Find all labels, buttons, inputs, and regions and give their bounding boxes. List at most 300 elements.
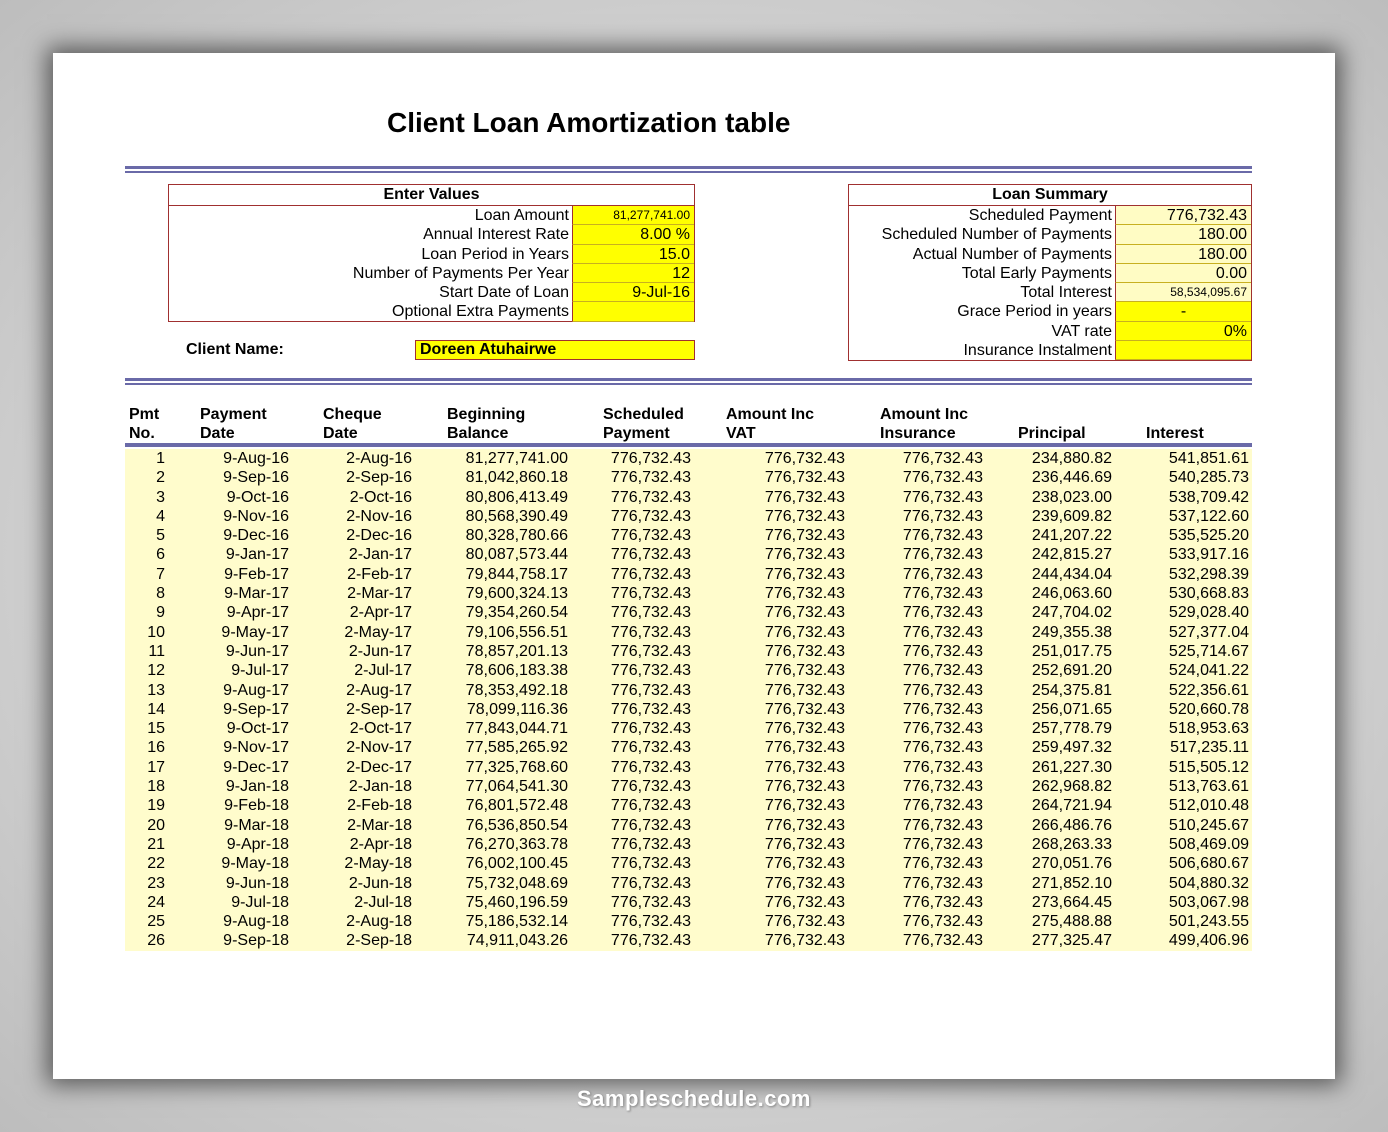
table-cell: 2-Aug-17: [346, 681, 412, 699]
table-cell: 527,377.04: [1168, 623, 1249, 641]
table-cell: 525,714.67: [1168, 642, 1249, 660]
table-cell: 2-Mar-17: [347, 585, 412, 603]
summary-label: VAT rate: [1051, 322, 1112, 340]
column-header-line1: Beginning: [447, 406, 526, 423]
table-cell: 776,732.43: [902, 913, 983, 931]
table-cell: 76,801,572.48: [465, 797, 568, 815]
table-cell: 18: [147, 778, 165, 796]
summary-label: Scheduled Payment: [968, 207, 1112, 224]
table-cell: 529,028.40: [1168, 604, 1249, 622]
table-cell: 776,732.43: [610, 642, 691, 660]
input-value-cell[interactable]: 81,277,741.00: [572, 206, 694, 225]
table-cell: 13: [147, 681, 165, 699]
input-row: [169, 283, 694, 302]
table-cell: 540,285.73: [1168, 469, 1249, 487]
table-cell: 2-Mar-18: [347, 816, 412, 834]
table-cell: 9-Aug-16: [223, 450, 289, 467]
table-cell: 776,732.43: [902, 778, 983, 796]
table-cell: 9-Jan-17: [225, 546, 289, 564]
table-cell: 537,122.60: [1168, 507, 1249, 525]
table-cell: 77,064,541.30: [465, 778, 568, 796]
summary-label: Insurance Instalment: [963, 342, 1112, 360]
table-cell: 2-Jun-17: [348, 642, 412, 660]
table-cell: 239,609.82: [1031, 507, 1112, 525]
table-cell: 259,497.32: [1031, 739, 1112, 757]
table-row: [125, 661, 1252, 680]
table-cell: 541,851.61: [1168, 450, 1249, 467]
table-cell: 776,732.43: [902, 623, 983, 641]
table-row: [125, 854, 1252, 873]
summary-label: Grace Period in years: [957, 303, 1112, 321]
table-cell: 2-Oct-17: [349, 720, 412, 738]
table-cell: 9-Aug-17: [223, 681, 289, 699]
table-cell: 24: [147, 893, 165, 911]
table-cell: 776,732.43: [610, 469, 691, 487]
table-cell: 9-Sep-18: [223, 932, 289, 950]
table-cell: 10: [147, 623, 165, 641]
table-cell: 3: [156, 488, 165, 506]
input-row: [169, 302, 694, 321]
summary-row: [849, 322, 1251, 341]
table-cell: 2-Aug-16: [346, 450, 412, 467]
table-cell: 776,732.43: [902, 488, 983, 506]
table-row: [125, 700, 1252, 719]
table-cell: 21: [147, 835, 165, 853]
table-cell: 776,732.43: [902, 797, 983, 815]
table-cell: 2-Jul-17: [354, 662, 412, 680]
table-cell: 9-Apr-17: [226, 604, 289, 622]
table-cell: 2-Jun-18: [348, 874, 412, 892]
table-cell: 75,732,048.69: [465, 874, 568, 892]
input-label: Loan Period in Years: [421, 245, 569, 263]
input-row: [169, 245, 694, 264]
loan-summary-panel: [848, 184, 1252, 361]
table-cell: 76,002,100.45: [465, 855, 568, 873]
table-cell: 78,099,116.36: [466, 700, 568, 718]
middle-divider: [125, 378, 1252, 385]
table-cell: 7: [156, 565, 165, 583]
table-cell: 79,844,758.17: [465, 565, 568, 583]
table-cell: 9-Mar-17: [224, 585, 289, 603]
table-cell: 75,186,532.14: [465, 913, 568, 931]
column-header-line2: Insurance: [880, 425, 956, 442]
enter-values-header: Enter Values: [169, 185, 694, 206]
table-cell: 16: [147, 739, 165, 757]
table-row: [125, 623, 1252, 642]
column-header-line1: Pmt: [129, 406, 160, 423]
table-cell: 522,356.61: [1168, 681, 1249, 699]
table-cell: 776,732.43: [764, 546, 845, 564]
table-cell: 508,469.09: [1168, 835, 1249, 853]
table-cell: 80,087,573.44: [465, 546, 568, 564]
watermark: Sampleschedule.com: [577, 1086, 811, 1111]
table-cell: 9-Nov-17: [223, 739, 289, 757]
table-cell: 256,071.65: [1031, 700, 1112, 718]
table-cell: 9-Sep-17: [223, 700, 289, 718]
table-cell: 6: [156, 546, 165, 564]
input-row: [169, 225, 694, 244]
table-cell: 776,732.43: [764, 662, 845, 680]
column-header-line1: Cheque: [323, 406, 382, 423]
input-label: Start Date of Loan: [439, 284, 569, 302]
table-cell: 776,732.43: [610, 565, 691, 583]
table-cell: 776,732.43: [902, 507, 983, 525]
input-row: [169, 264, 694, 283]
table-cell: 776,732.43: [610, 527, 691, 545]
table-row: [125, 738, 1252, 757]
table-cell: 776,732.43: [902, 585, 983, 603]
table-cell: 9-Jun-17: [225, 642, 289, 660]
table-cell: 9-Oct-16: [226, 488, 289, 506]
table-cell: 23: [147, 874, 165, 892]
table-cell: 81,277,741.00: [465, 450, 568, 467]
table-cell: 9-Feb-17: [224, 565, 289, 583]
table-cell: 9-Jan-18: [225, 778, 289, 796]
table-cell: 776,732.43: [764, 893, 845, 911]
amortization-table: [125, 449, 1252, 951]
table-cell: 2-Apr-17: [349, 604, 412, 622]
table-cell: 776,732.43: [610, 720, 691, 738]
table-cell: 234,880.82: [1031, 450, 1112, 467]
table-cell: 776,732.43: [610, 816, 691, 834]
input-label: Optional Extra Payments: [392, 303, 569, 321]
table-cell: 776,732.43: [764, 681, 845, 699]
table-row: [125, 777, 1252, 796]
table-cell: 2-Jul-18: [354, 893, 412, 911]
table-cell: 776,732.43: [902, 835, 983, 853]
summary-label: Total Interest: [1020, 284, 1112, 302]
table-cell: 776,732.43: [610, 913, 691, 931]
summary-label: Total Early Payments: [961, 264, 1112, 282]
table-cell: 79,354,260.54: [465, 604, 568, 622]
summary-value-cell[interactable]: -: [1115, 302, 1251, 321]
table-cell: 776,732.43: [902, 932, 983, 950]
table-row: [125, 603, 1252, 622]
table-cell: 776,732.43: [610, 855, 691, 873]
table-cell: 776,732.43: [764, 585, 845, 603]
top-divider: [125, 166, 1252, 173]
table-cell: 776,732.43: [764, 507, 845, 525]
table-cell: 776,732.43: [764, 758, 845, 776]
table-cell: 75,460,196.59: [465, 893, 568, 911]
table-cell: 776,732.43: [764, 488, 845, 506]
summary-label: Scheduled Number of Payments: [881, 226, 1112, 244]
table-cell: 776,732.43: [902, 739, 983, 757]
table-row: [125, 642, 1252, 661]
table-row: [125, 526, 1252, 545]
table-cell: 776,732.43: [764, 816, 845, 834]
table-cell: 251,017.75: [1031, 642, 1112, 660]
table-cell: 776,732.43: [610, 797, 691, 815]
table-cell: 776,732.43: [764, 469, 845, 487]
table-cell: 246,063.60: [1031, 585, 1112, 603]
table-cell: 776,732.43: [764, 450, 845, 467]
table-cell: 776,732.43: [610, 893, 691, 911]
table-cell: 19: [147, 797, 165, 815]
table-cell: 776,732.43: [764, 604, 845, 622]
summary-value-cell: 58,534,095.67: [1115, 283, 1251, 302]
input-row: [169, 206, 694, 225]
column-header-line1: Amount Inc: [880, 406, 968, 423]
table-cell: 2-Sep-18: [346, 932, 412, 950]
summary-value-cell: 776,732.43: [1115, 206, 1251, 225]
table-cell: 776,732.43: [902, 604, 983, 622]
table-row: [125, 565, 1252, 584]
table-cell: 776,732.43: [902, 855, 983, 873]
table-cell: 776,732.43: [902, 893, 983, 911]
table-header: [125, 405, 1252, 447]
table-row: [125, 488, 1252, 507]
table-cell: 776,732.43: [764, 527, 845, 545]
table-cell: 776,732.43: [764, 932, 845, 950]
table-cell: 776,732.43: [610, 585, 691, 603]
table-cell: 520,660.78: [1168, 700, 1249, 718]
client-name-label: Client Name:: [186, 341, 284, 358]
table-cell: 776,732.43: [764, 700, 845, 718]
table-cell: 533,917.16: [1168, 546, 1249, 564]
table-row: [125, 931, 1252, 950]
table-cell: 2-Sep-16: [346, 469, 412, 487]
input-value-cell[interactable]: 9-Jul-16: [572, 283, 694, 302]
table-cell: 2-May-18: [344, 855, 412, 873]
table-cell: 238,023.00: [1031, 488, 1112, 506]
table-cell: 776,732.43: [902, 874, 983, 892]
table-row: [125, 449, 1252, 468]
table-cell: 518,953.63: [1168, 720, 1249, 738]
column-header-line2: Date: [323, 425, 358, 442]
table-cell: 530,668.83: [1168, 585, 1249, 603]
column-header-line2: Payment: [603, 425, 670, 442]
table-cell: 14: [147, 700, 165, 718]
summary-row: [849, 302, 1251, 321]
table-cell: 513,763.61: [1168, 778, 1249, 796]
table-cell: 776,732.43: [610, 604, 691, 622]
table-cell: 504,880.32: [1168, 874, 1249, 892]
table-cell: 1: [156, 450, 165, 467]
table-cell: 80,568,390.49: [465, 507, 568, 525]
table-row: [125, 545, 1252, 564]
input-value-cell[interactable]: 12: [572, 264, 694, 283]
table-cell: 524,041.22: [1168, 662, 1249, 680]
table-cell: 2-Aug-18: [346, 913, 412, 931]
summary-value-cell[interactable]: [1115, 341, 1251, 360]
table-cell: 503,067.98: [1168, 893, 1249, 911]
table-cell: 776,732.43: [902, 469, 983, 487]
table-cell: 268,263.33: [1031, 835, 1112, 853]
table-cell: 776,732.43: [610, 623, 691, 641]
table-cell: 275,488.88: [1031, 913, 1112, 931]
summary-row: [849, 206, 1251, 225]
table-cell: 2-Jan-17: [348, 546, 412, 564]
column-header-line2: Principal: [1018, 425, 1086, 442]
table-cell: 776,732.43: [610, 758, 691, 776]
table-cell: 776,732.43: [610, 507, 691, 525]
table-cell: 262,968.82: [1031, 778, 1112, 796]
summary-row: [849, 245, 1251, 264]
table-cell: 776,732.43: [610, 874, 691, 892]
table-cell: 776,732.43: [610, 835, 691, 853]
table-cell: 776,732.43: [902, 720, 983, 738]
table-cell: 247,704.02: [1031, 604, 1112, 622]
table-cell: 15: [147, 720, 165, 738]
table-cell: 17: [147, 758, 165, 776]
table-cell: 776,732.43: [610, 662, 691, 680]
table-cell: 776,732.43: [764, 739, 845, 757]
summary-value-cell: 180.00: [1115, 245, 1251, 264]
table-cell: 776,732.43: [764, 797, 845, 815]
table-cell: 252,691.20: [1031, 662, 1112, 680]
table-cell: 81,042,860.18: [465, 469, 568, 487]
table-cell: 2-Dec-17: [346, 758, 412, 776]
table-cell: 2-Feb-18: [347, 797, 412, 815]
table-cell: 264,721.94: [1031, 797, 1112, 815]
table-cell: 776,732.43: [902, 700, 983, 718]
table-cell: 270,051.76: [1031, 855, 1112, 873]
table-cell: 776,732.43: [902, 681, 983, 699]
table-cell: 776,732.43: [902, 662, 983, 680]
table-row: [125, 507, 1252, 526]
table-cell: 776,732.43: [764, 720, 845, 738]
input-value-cell[interactable]: 8.00 %: [572, 225, 694, 244]
column-header-line2: Date: [200, 425, 235, 442]
table-cell: 8: [156, 585, 165, 603]
table-cell: 79,106,556.51: [465, 623, 568, 641]
table-cell: 532,298.39: [1168, 565, 1249, 583]
input-label: Loan Amount: [474, 207, 569, 224]
summary-value-cell[interactable]: 0%: [1115, 322, 1251, 341]
table-cell: 254,375.81: [1031, 681, 1112, 699]
table-cell: 2-Sep-17: [346, 700, 412, 718]
table-cell: 506,680.67: [1168, 855, 1249, 873]
table-cell: 776,732.43: [610, 739, 691, 757]
table-cell: 2-May-17: [344, 623, 412, 641]
table-row: [125, 796, 1252, 815]
table-row: [125, 681, 1252, 700]
client-name-field[interactable]: Doreen Atuhairwe: [415, 340, 695, 360]
table-cell: 2-Nov-17: [346, 739, 412, 757]
table-row: [125, 758, 1252, 777]
table-cell: 9-May-17: [221, 623, 289, 641]
table-row: [125, 912, 1252, 931]
table-cell: 9-Jun-18: [225, 874, 289, 892]
table-row: [125, 468, 1252, 487]
table-cell: 266,486.76: [1031, 816, 1112, 834]
table-cell: 273,664.45: [1031, 893, 1112, 911]
table-cell: 4: [156, 507, 165, 525]
table-cell: 2-Nov-16: [346, 507, 412, 525]
input-value-cell[interactable]: [572, 302, 694, 321]
table-cell: 77,843,044.71: [465, 720, 568, 738]
input-label: Number of Payments Per Year: [352, 264, 569, 282]
table-cell: 501,243.55: [1168, 913, 1249, 931]
table-cell: 236,446.69: [1031, 469, 1112, 487]
table-cell: 2-Apr-18: [349, 835, 412, 853]
table-cell: 22: [147, 855, 165, 873]
table-cell: 12: [147, 662, 165, 680]
table-cell: 9-Dec-16: [223, 527, 289, 545]
summary-row: [849, 283, 1251, 302]
summary-row: [849, 225, 1251, 244]
table-cell: 78,606,183.38: [465, 662, 568, 680]
table-cell: 2-Dec-16: [346, 527, 412, 545]
summary-row: [849, 341, 1251, 360]
table-cell: 5: [156, 527, 165, 545]
column-header-line2: Interest: [1146, 425, 1204, 442]
table-cell: 79,600,324.13: [465, 585, 568, 603]
summary-label: Actual Number of Payments: [912, 245, 1112, 263]
table-cell: 776,732.43: [902, 565, 983, 583]
table-cell: 242,815.27: [1031, 546, 1112, 564]
table-cell: 776,732.43: [902, 450, 983, 467]
table-cell: 776,732.43: [902, 816, 983, 834]
table-row: [125, 874, 1252, 893]
enter-values-panel: [168, 184, 695, 322]
table-cell: 776,732.43: [610, 488, 691, 506]
table-cell: 776,732.43: [902, 642, 983, 660]
column-header-line1: Amount Inc: [726, 406, 814, 423]
table-cell: 776,732.43: [902, 546, 983, 564]
table-cell: 11: [148, 642, 165, 660]
table-cell: 9-Dec-17: [223, 758, 289, 776]
table-cell: 776,732.43: [610, 681, 691, 699]
table-cell: 78,857,201.13: [465, 642, 568, 660]
table-cell: 776,732.43: [764, 565, 845, 583]
table-cell: 776,732.43: [764, 835, 845, 853]
table-row: [125, 584, 1252, 603]
table-cell: 9-Mar-18: [224, 816, 289, 834]
table-cell: 776,732.43: [764, 778, 845, 796]
table-cell: 271,852.10: [1031, 874, 1112, 892]
table-cell: 26: [147, 932, 165, 950]
table-cell: 261,227.30: [1031, 758, 1112, 776]
table-row: [125, 893, 1252, 912]
table-cell: 9-Sep-16: [223, 469, 289, 487]
table-cell: 776,732.43: [764, 913, 845, 931]
table-cell: 776,732.43: [764, 642, 845, 660]
table-cell: 76,270,363.78: [465, 835, 568, 853]
table-cell: 9: [156, 604, 165, 622]
table-cell: 9-Apr-18: [226, 835, 289, 853]
spreadsheet-page: [53, 53, 1335, 1079]
table-row: [125, 719, 1252, 738]
table-cell: 510,245.67: [1168, 816, 1249, 834]
table-cell: 499,406.96: [1168, 932, 1249, 950]
table-cell: 2-Jan-18: [348, 778, 412, 796]
input-value-cell[interactable]: 15.0: [572, 245, 694, 264]
table-cell: 9-Oct-17: [226, 720, 289, 738]
table-cell: 776,732.43: [610, 778, 691, 796]
table-cell: 74,911,043.26: [466, 932, 568, 950]
table-cell: 257,778.79: [1031, 720, 1112, 738]
table-cell: 776,732.43: [902, 527, 983, 545]
table-cell: 776,732.43: [610, 546, 691, 564]
column-header-line2: No.: [129, 425, 155, 442]
table-cell: 776,732.43: [764, 855, 845, 873]
column-header-line1: Scheduled: [603, 406, 684, 423]
table-cell: 9-Jul-18: [231, 893, 289, 911]
table-cell: 9-Feb-18: [224, 797, 289, 815]
table-cell: 76,536,850.54: [465, 816, 568, 834]
table-cell: 244,434.04: [1031, 565, 1112, 583]
table-cell: 9-Jul-17: [231, 662, 289, 680]
table-cell: 776,732.43: [902, 758, 983, 776]
table-cell: 241,207.22: [1031, 527, 1112, 545]
table-cell: 512,010.48: [1168, 797, 1249, 815]
table-cell: 2: [156, 469, 165, 487]
table-cell: 20: [147, 816, 165, 834]
table-row: [125, 816, 1252, 835]
loan-summary-header: Loan Summary: [849, 185, 1251, 206]
